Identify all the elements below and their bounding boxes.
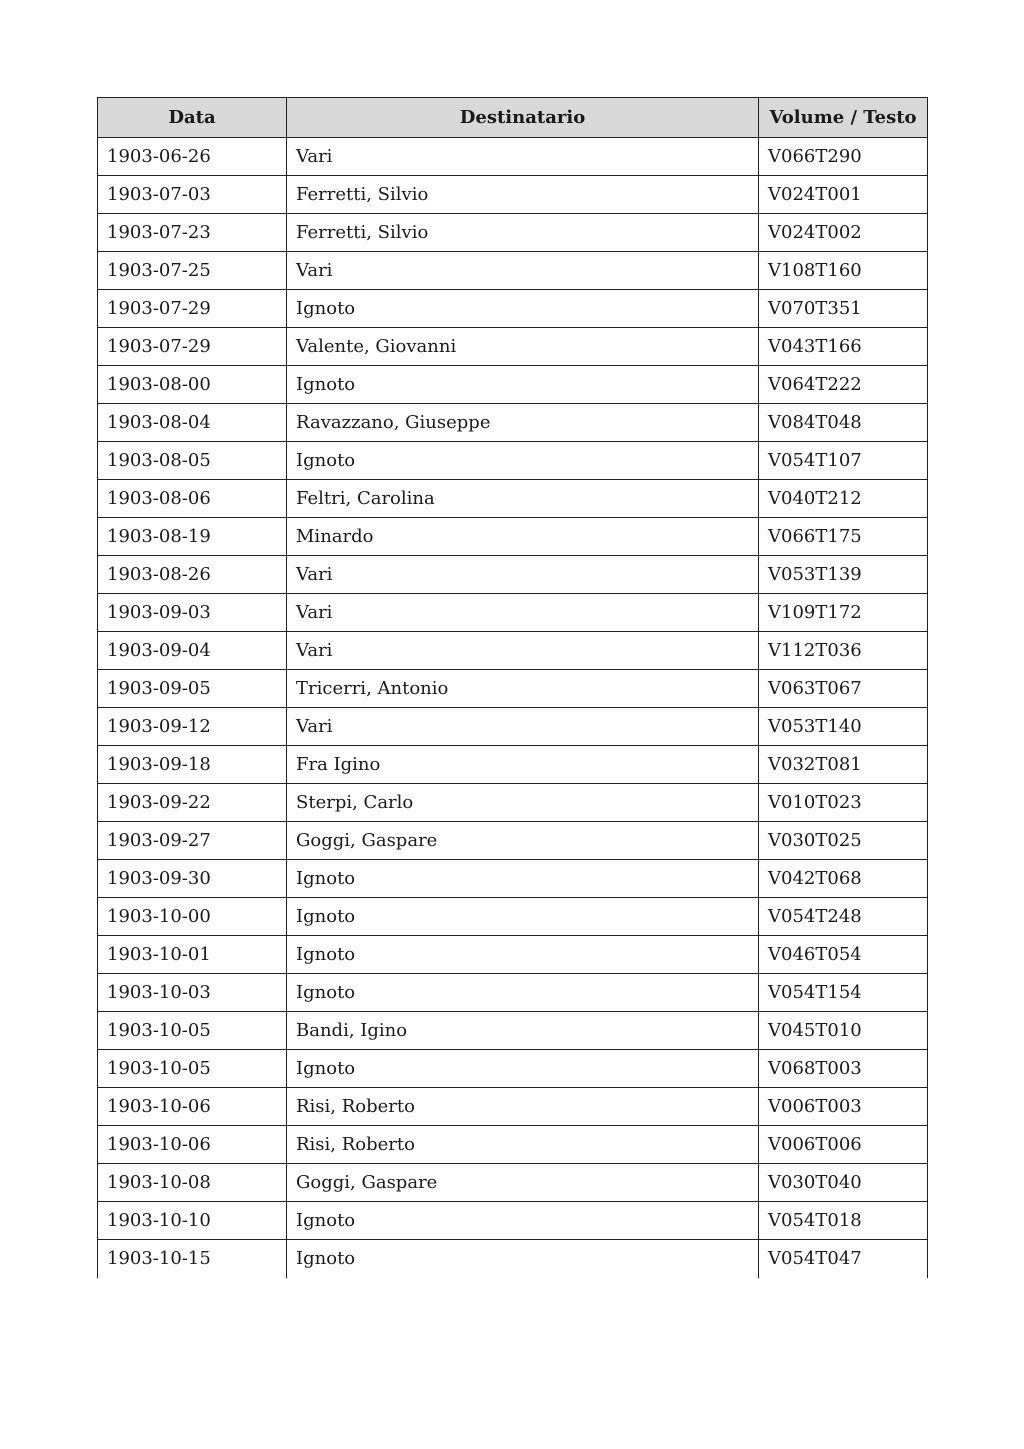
cell-volume: V112T036 [759, 632, 928, 670]
cell-date: 1903-10-08 [98, 1164, 287, 1202]
cell-recipient: Ignoto [287, 898, 759, 936]
cell-date: 1903-08-00 [98, 366, 287, 404]
cell-volume: V054T018 [759, 1202, 928, 1240]
cell-volume: V053T140 [759, 708, 928, 746]
cell-volume: V063T067 [759, 670, 928, 708]
cell-recipient: Ignoto [287, 1202, 759, 1240]
cell-recipient: Ferretti, Silvio [287, 176, 759, 214]
cell-date: 1903-10-03 [98, 974, 287, 1012]
cell-volume: V066T175 [759, 518, 928, 556]
table-row [98, 138, 928, 176]
cell-date: 1903-07-29 [98, 328, 287, 366]
table-row [98, 784, 928, 822]
table-row [98, 176, 928, 214]
cell-volume: V068T003 [759, 1050, 928, 1088]
cell-date: 1903-10-06 [98, 1126, 287, 1164]
table-row [98, 214, 928, 252]
cell-date: 1903-09-27 [98, 822, 287, 860]
cell-recipient: Minardo [287, 518, 759, 556]
cell-recipient: Ravazzano, Giuseppe [287, 404, 759, 442]
cell-recipient: Sterpi, Carlo [287, 784, 759, 822]
table-row [98, 936, 928, 974]
cell-recipient: Ignoto [287, 1240, 759, 1278]
cell-volume: V024T002 [759, 214, 928, 252]
table-row [98, 1240, 928, 1278]
cell-recipient: Vari [287, 138, 759, 176]
table-row [98, 1050, 928, 1088]
cell-volume: V006T006 [759, 1126, 928, 1164]
cell-recipient: Ignoto [287, 974, 759, 1012]
cell-date: 1903-07-25 [98, 252, 287, 290]
table-row [98, 1012, 928, 1050]
cell-volume: V024T001 [759, 176, 928, 214]
cell-volume: V032T081 [759, 746, 928, 784]
table-row [98, 404, 928, 442]
cell-date: 1903-08-05 [98, 442, 287, 480]
cell-volume: V064T222 [759, 366, 928, 404]
cell-recipient: Goggi, Gaspare [287, 822, 759, 860]
cell-recipient: Ignoto [287, 442, 759, 480]
cell-date: 1903-07-03 [98, 176, 287, 214]
table-row [98, 290, 928, 328]
cell-volume: V046T054 [759, 936, 928, 974]
table-row [98, 632, 928, 670]
cell-volume: V084T048 [759, 404, 928, 442]
cell-date: 1903-10-06 [98, 1088, 287, 1126]
table-row [98, 746, 928, 784]
cell-recipient: Valente, Giovanni [287, 328, 759, 366]
cell-date: 1903-09-04 [98, 632, 287, 670]
cell-date: 1903-07-23 [98, 214, 287, 252]
cell-volume: V043T166 [759, 328, 928, 366]
cell-recipient: Feltri, Carolina [287, 480, 759, 518]
cell-date: 1903-10-05 [98, 1050, 287, 1088]
cell-volume: V030T025 [759, 822, 928, 860]
cell-recipient: Ignoto [287, 860, 759, 898]
cell-recipient: Vari [287, 594, 759, 632]
table-row [98, 898, 928, 936]
table-row [98, 442, 928, 480]
cell-volume: V054T047 [759, 1240, 928, 1278]
cell-date: 1903-08-06 [98, 480, 287, 518]
cell-volume: V045T010 [759, 1012, 928, 1050]
cell-date: 1903-10-05 [98, 1012, 287, 1050]
table-body [98, 138, 928, 1278]
table-row [98, 974, 928, 1012]
table-row [98, 860, 928, 898]
cell-volume: V066T290 [759, 138, 928, 176]
cell-date: 1903-09-18 [98, 746, 287, 784]
table-row [98, 1164, 928, 1202]
cell-recipient: Tricerri, Antonio [287, 670, 759, 708]
cell-date: 1903-09-05 [98, 670, 287, 708]
cell-date: 1903-07-29 [98, 290, 287, 328]
table-row [98, 518, 928, 556]
cell-recipient: Goggi, Gaspare [287, 1164, 759, 1202]
cell-recipient: Ignoto [287, 366, 759, 404]
cell-recipient: Vari [287, 252, 759, 290]
table-row [98, 822, 928, 860]
cell-volume: V030T040 [759, 1164, 928, 1202]
cell-date: 1903-09-03 [98, 594, 287, 632]
cell-recipient: Ignoto [287, 936, 759, 974]
table-row [98, 670, 928, 708]
cell-volume: V006T003 [759, 1088, 928, 1126]
letters-table [97, 97, 928, 1278]
cell-volume: V010T023 [759, 784, 928, 822]
cell-recipient: Ignoto [287, 290, 759, 328]
table-row [98, 1126, 928, 1164]
cell-date: 1903-09-22 [98, 784, 287, 822]
header-date: Data [98, 98, 287, 138]
cell-volume: V109T172 [759, 594, 928, 632]
header-volume: Volume / Testo [759, 98, 928, 138]
cell-recipient: Ferretti, Silvio [287, 214, 759, 252]
header-recipient: Destinatario [287, 98, 759, 138]
cell-date: 1903-08-19 [98, 518, 287, 556]
cell-date: 1903-06-26 [98, 138, 287, 176]
cell-volume: V053T139 [759, 556, 928, 594]
cell-recipient: Vari [287, 632, 759, 670]
cell-date: 1903-08-04 [98, 404, 287, 442]
cell-recipient: Vari [287, 556, 759, 594]
cell-date: 1903-08-26 [98, 556, 287, 594]
cell-volume: V108T160 [759, 252, 928, 290]
cell-date: 1903-09-30 [98, 860, 287, 898]
cell-volume: V070T351 [759, 290, 928, 328]
cell-recipient: Risi, Roberto [287, 1126, 759, 1164]
cell-volume: V054T154 [759, 974, 928, 1012]
table-row [98, 1088, 928, 1126]
cell-recipient: Vari [287, 708, 759, 746]
cell-volume: V054T248 [759, 898, 928, 936]
cell-recipient: Ignoto [287, 1050, 759, 1088]
cell-volume: V054T107 [759, 442, 928, 480]
cell-date: 1903-10-15 [98, 1240, 287, 1278]
cell-recipient: Bandi, Igino [287, 1012, 759, 1050]
table-row [98, 708, 928, 746]
table-row [98, 1202, 928, 1240]
header-row [98, 98, 928, 138]
table-header [98, 98, 928, 138]
cell-volume: V042T068 [759, 860, 928, 898]
table-row [98, 480, 928, 518]
cell-date: 1903-10-00 [98, 898, 287, 936]
table-row [98, 252, 928, 290]
cell-recipient: Risi, Roberto [287, 1088, 759, 1126]
cell-date: 1903-09-12 [98, 708, 287, 746]
cell-date: 1903-10-10 [98, 1202, 287, 1240]
table-row [98, 594, 928, 632]
table-row [98, 366, 928, 404]
cell-volume: V040T212 [759, 480, 928, 518]
cell-recipient: Fra Igino [287, 746, 759, 784]
table-row [98, 556, 928, 594]
cell-date: 1903-10-01 [98, 936, 287, 974]
table-row [98, 328, 928, 366]
